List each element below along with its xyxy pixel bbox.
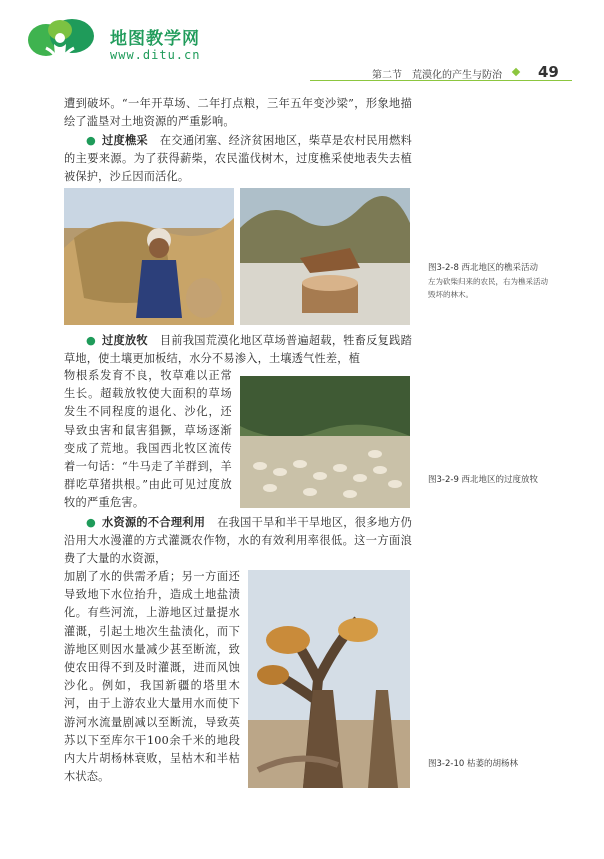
paragraph-4-wrap: 加剧了水的供需矛盾；另一方面还导致地下水位抬升，造成土地盐渍化。有些河流，上游地区过量提水灌溉，引起土地次生盐渍化，而下游地区则因水量减少甚至断流，致使农田得不到及时灌溉，进而风蚀沙化。例如，我国新疆的塔里木河，由于上游农业大量用水而使下游河水流量剧减以至断流，导致英苏以下至库尔干100余千米的地段内大片胡杨林衰败，呈枯木和半枯木状态。 [64, 570, 240, 784]
paragraph-1: 遭到破坏。“一年开草场、二年打点粮，三年五年变沙梁”，形象地描绘了滥垦对土地资源的严重影响。 [64, 97, 412, 129]
header-rule [310, 80, 572, 81]
figure-3-2-8-title: 图3-2-8 西北地区的樵采活动 [428, 263, 539, 273]
paragraph-3-heading: 过度放牧 [102, 333, 148, 347]
figure-3-2-10-caption: 图3-2-10 枯萎的胡杨林 [428, 759, 518, 769]
figure-3-2-8-subtitle: 左为砍柴归来的农民，右为樵采活动毁坏的林木。 [428, 277, 548, 299]
paragraph-3-lead [64, 331, 412, 368]
paragraph-4-lead [64, 513, 412, 569]
logo-url: www.ditu.cn [110, 48, 201, 62]
page-number: 49 [538, 63, 559, 81]
figure-3-2-8-caption [428, 262, 548, 301]
photo-sheep-grazing [240, 376, 410, 508]
paragraph-4-lead-text: 在我国干旱和半干旱地区，很多地方仍沿用大水漫灌的方式灌溉农作物，水的有效利用率很低。这一方面浪费了大量的水资源， [64, 516, 412, 566]
photo-withered-poplar [248, 570, 410, 788]
paragraph-2 [64, 131, 412, 187]
paragraph-4-heading: 水资源的不合理利用 [102, 515, 206, 529]
bullet-icon: ● [86, 333, 97, 347]
tree-logo-icon [24, 18, 98, 70]
photo-damaged-trees [240, 188, 410, 325]
paragraph-2-heading: 过度樵采 [102, 133, 148, 147]
logo-title: 地图教学网 [110, 29, 200, 49]
section-title: 第二节 荒漠化的产生与防治 [372, 70, 502, 81]
photo-farmer-firewood [64, 188, 234, 325]
paragraph-3-wrap: 物根系发育不良，牧草难以正常生长。超载放牧使大面积的草场发生不同程度的退化、沙化，还导致虫害和鼠害猖獗，草场逐渐变成了荒地。我国西北牧区流传着一句话：“牛马走了羊群到，羊群吃草猪拱根。”由此可见过度放牧的严重危害。 [64, 369, 232, 510]
bullet-icon: ● [86, 133, 97, 147]
figure-3-2-9-caption: 图3-2-9 西北地区的过度放牧 [428, 475, 539, 485]
diamond-icon [512, 68, 520, 76]
bullet-icon: ● [86, 515, 97, 529]
paragraph-3-lead-text: 目前我国荒漠化地区草场普遍超载，牲畜反复践踏草地，使土壤更加板结，水分不易渗入，土壤透气性差，植 [64, 334, 412, 366]
paragraph-2-body: 在交通闭塞、经济贫困地区，柴草是农村民用燃料的主要来源。为了获得薪柴，农民滥伐树木，过度樵采使地表失去植被保护，沙丘因而活化。 [64, 134, 412, 184]
